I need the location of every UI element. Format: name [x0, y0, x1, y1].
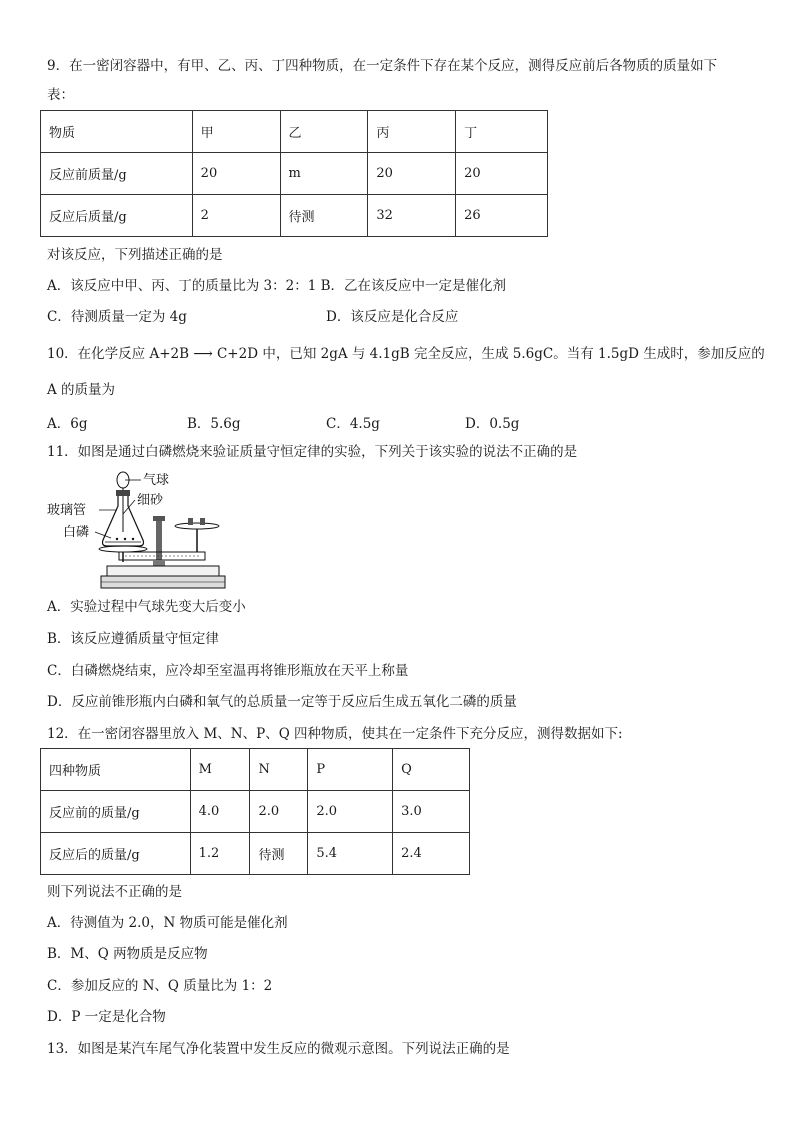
table-row — [41, 791, 470, 833]
q9-table — [40, 110, 548, 237]
table-cell: 甲 — [192, 111, 280, 153]
table-row — [41, 195, 548, 237]
table-cell: N — [250, 749, 308, 791]
table-cell: 反应前质量/g — [41, 153, 193, 195]
q10-option-a: A．6g — [47, 416, 88, 432]
table-cell: 2.4 — [393, 833, 470, 875]
q13-stem: 13．如图是某汽车尾气净化装置中发生反应的微观示意图。下列说法正确的是 — [47, 1041, 510, 1057]
q11-stem: 11．如图是通过白磷燃烧来验证质量守恒定律的实验，下列关于该实验的说法不正确的是 — [47, 444, 578, 460]
table-cell: 4.0 — [190, 791, 250, 833]
q9-options-ab: A．该反应中甲、丙、丁的质量比为 3：2：1 B．乙在该反应中一定是催化剂 — [47, 278, 507, 294]
table-cell: M — [190, 749, 250, 791]
table-cell: 2 — [192, 195, 280, 237]
table-cell: 物质 — [41, 111, 193, 153]
table-cell: 32 — [368, 195, 456, 237]
figure-label-tube: 玻璃管 — [47, 503, 87, 518]
q12-option-d: D．P 一定是化合物 — [47, 1009, 166, 1025]
q11-option-b: B．该反应遵循质量守恒定律 — [47, 631, 219, 647]
table-cell: m — [280, 153, 368, 195]
table-row — [41, 833, 470, 875]
q11-option-a: A．实验过程中气球先变大后变小 — [47, 599, 246, 615]
q12-option-a: A．待测值为 2.0，N 物质可能是催化剂 — [47, 915, 288, 931]
q12-stem: 12．在一密闭容器里放入 M、N、P、Q 四种物质，使其在一定条件下充分反应，测得数据如下: — [47, 726, 623, 742]
table-row — [41, 153, 548, 195]
q12-table — [40, 748, 470, 875]
balance-apparatus-figure — [45, 466, 235, 592]
q11-option-d: D．反应前锥形瓶内白磷和氧气的总质量一定等于反应后生成五氧化二磷的质量 — [47, 694, 517, 710]
table-cell: Q — [393, 749, 470, 791]
table-cell: 待测 — [280, 195, 368, 237]
q12-option-c: C．参加反应的 N、Q 质量比为 1：2 — [47, 978, 273, 994]
table-cell: 待测 — [250, 833, 308, 875]
q10-option-c: C．4.5g — [326, 416, 380, 432]
q9-option-c: C．待测质量一定为 4g — [47, 309, 187, 325]
figure-label-balloon: 气球 — [143, 473, 170, 488]
table-cell: 反应前的质量/g — [41, 791, 191, 833]
q10-option-d: D．0.5g — [465, 416, 520, 432]
table-cell: 20 — [368, 153, 456, 195]
q9-stem-line1: 9．在一密闭容器中，有甲、乙、丙、丁四种物质，在一定条件下存在某个反应，测得反应前后各物质的质量如下 — [47, 58, 718, 74]
q10-stem-line1: 10．在化学反应 A+2B ⟶ C+2D 中，已知 2gA 与 4.1gB 完全反应，生成 5.6gC。当有 1.5gD 生成时，参加反应的 — [47, 346, 765, 362]
q12-option-b: B．M、Q 两物质是反应物 — [47, 946, 208, 962]
q10-option-b: B．5.6g — [187, 416, 241, 432]
table-cell: 丙 — [368, 111, 456, 153]
table-cell: 3.0 — [393, 791, 470, 833]
table-cell: 反应后质量/g — [41, 195, 193, 237]
table-cell: 1.2 — [190, 833, 250, 875]
table-cell: 26 — [456, 195, 548, 237]
q10-stem-line2: A 的质量为 — [47, 382, 116, 398]
table-cell: 20 — [192, 153, 280, 195]
table-row — [41, 111, 548, 153]
q11-option-c: C．白磷燃烧结束，应冷却至室温再将锥形瓶放在天平上称量 — [47, 663, 409, 679]
table-cell: 四种物质 — [41, 749, 191, 791]
figure-label-phosphorus: 白磷 — [63, 525, 90, 540]
table-cell: 乙 — [280, 111, 368, 153]
table-row — [41, 749, 470, 791]
q12-ask: 则下列说法不正确的是 — [47, 884, 182, 900]
table-cell: 2.0 — [308, 791, 393, 833]
q9-stem-line2: 表： — [47, 87, 74, 103]
q9-ask: 对该反应，下列描述正确的是 — [47, 247, 223, 263]
table-cell: 5.4 — [308, 833, 393, 875]
table-cell: P — [308, 749, 393, 791]
table-cell: 2.0 — [250, 791, 308, 833]
table-cell: 反应后的质量/g — [41, 833, 191, 875]
q9-option-d: D．该反应是化合反应 — [326, 309, 459, 325]
table-cell: 丁 — [456, 111, 548, 153]
table-cell: 20 — [456, 153, 548, 195]
figure-label-sand: 细砂 — [137, 493, 164, 508]
